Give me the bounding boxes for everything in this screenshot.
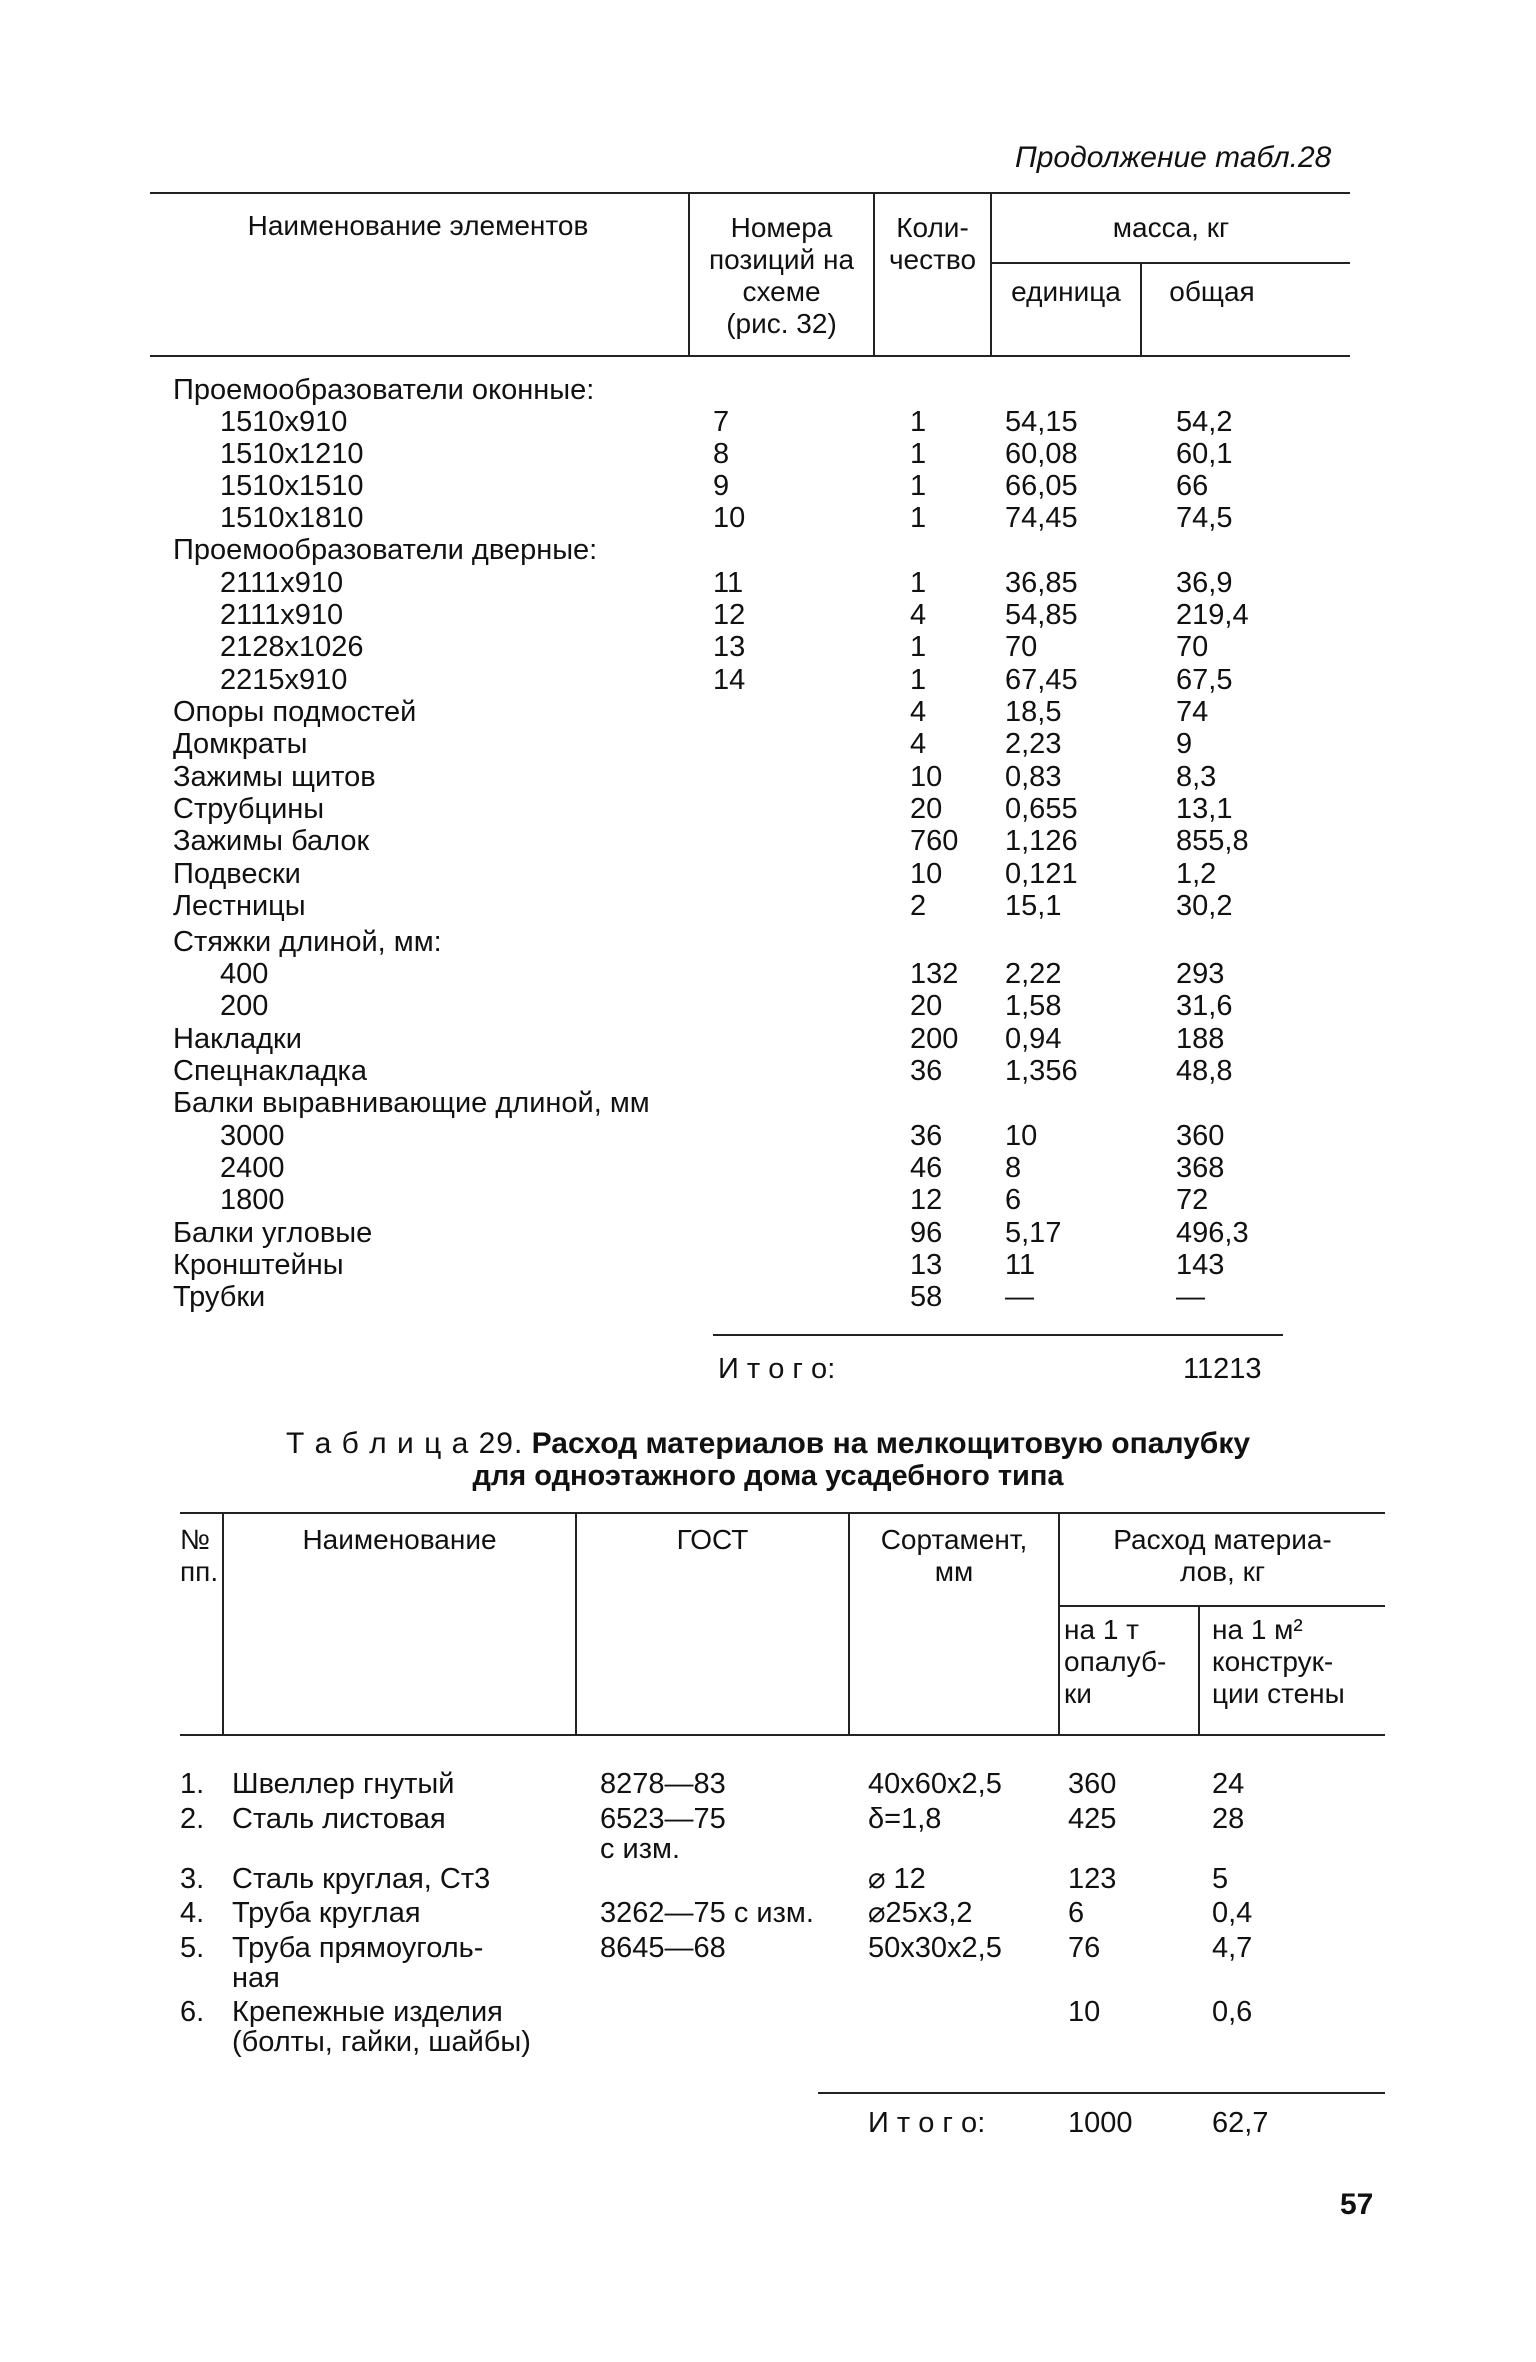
table29-row-sortament: ⌀ 12 bbox=[868, 1863, 926, 1895]
table28-row-quantity: 1 bbox=[910, 438, 927, 470]
table28-header-total: общая bbox=[1169, 276, 1255, 307]
table28-total-label: И т о г о: bbox=[718, 1353, 836, 1385]
table29-row-gost: 6523—75 bbox=[600, 1803, 726, 1835]
table28-row-total-mass: 9 bbox=[1176, 728, 1193, 760]
table28-row-unit-mass: 15,1 bbox=[1005, 890, 1062, 922]
table29-row-per-m2: 5 bbox=[1212, 1863, 1229, 1895]
table28-row-unit-mass: 67,45 bbox=[1005, 664, 1078, 696]
table28-row-name: 1510x910 bbox=[220, 406, 348, 438]
table29-row-num: 5. bbox=[180, 1932, 205, 1964]
table28-row-unit-mass: 60,08 bbox=[1005, 438, 1078, 470]
table28-total-value: 11213 bbox=[1183, 1353, 1262, 1385]
table28-row-name: Кронштейны bbox=[173, 1249, 344, 1281]
table28-row-total-mass: 66 bbox=[1176, 470, 1209, 502]
table28-row-name: 1510x1510 bbox=[220, 470, 364, 502]
table28-row-name: Домкраты bbox=[173, 728, 308, 760]
table28-row-total-mass: 36,9 bbox=[1176, 567, 1233, 599]
table28-top-rule bbox=[150, 192, 1350, 194]
table29-row-sortament: δ=1,8 bbox=[868, 1803, 942, 1835]
table28-row-quantity: 1 bbox=[910, 567, 927, 599]
table29-top-rule bbox=[180, 1512, 1385, 1514]
table28-row-unit-mass: 54,15 bbox=[1005, 406, 1078, 438]
table29-col-divider bbox=[1198, 1606, 1200, 1734]
table28-row-total-mass: 8,3 bbox=[1176, 761, 1217, 793]
table28-row-position: 11 bbox=[713, 567, 744, 599]
table28-row-unit-mass: 0,121 bbox=[1005, 858, 1078, 890]
table29-row-per-m2: 24 bbox=[1212, 1768, 1245, 1800]
table28-row-name: 2400 bbox=[220, 1152, 285, 1184]
table29-total-per-m2: 62,7 bbox=[1212, 2107, 1269, 2139]
table29-row-name: Сталь круглая, Ст3 bbox=[232, 1863, 491, 1895]
table28-row-unit-mass: 2,22 bbox=[1005, 958, 1062, 990]
table28-row-position: 13 bbox=[713, 631, 746, 663]
table28-row-name: Накладки bbox=[173, 1023, 302, 1055]
table28-row-quantity: 1 bbox=[910, 406, 927, 438]
table28-row-unit-mass: 54,85 bbox=[1005, 599, 1078, 631]
table28-row-quantity: 20 bbox=[910, 990, 943, 1022]
table28-total-rule bbox=[713, 1334, 1283, 1336]
table29-row-per-ton: 10 bbox=[1068, 1996, 1101, 2028]
continuation-caption: Продолжение табл.28 bbox=[1015, 141, 1332, 174]
table28-row-name: Зажимы щитов bbox=[173, 761, 376, 793]
table28-row-quantity: 96 bbox=[910, 1217, 943, 1249]
page-number: 57 bbox=[1340, 2188, 1374, 2221]
table29-row-num: 3. bbox=[180, 1863, 205, 1895]
table29-row-num: 6. bbox=[180, 1996, 205, 2028]
table29-header-num: № пп. bbox=[180, 1524, 219, 1587]
table28-row-name: Струбцины bbox=[173, 793, 325, 825]
table28-row-total-mass: 67,5 bbox=[1176, 664, 1233, 696]
table28-row-quantity: 12 bbox=[910, 1184, 943, 1216]
table29-header-per-m2: на 1 м² конструк- ции стены bbox=[1212, 1614, 1345, 1709]
table28-row-name: Балки выравнивающие длиной, мм bbox=[173, 1087, 650, 1119]
table28-row-unit-mass: 8 bbox=[1005, 1152, 1022, 1184]
table29-row-sortament: ⌀25x3,2 bbox=[868, 1897, 973, 1929]
table29-title bbox=[0, 1428, 1536, 1460]
table29-row-name: Сталь листовая bbox=[232, 1803, 446, 1835]
table28-mass-subrule bbox=[990, 262, 1350, 264]
table28-row-quantity: 10 bbox=[910, 761, 943, 793]
table28-row-name: Лестницы bbox=[173, 890, 306, 922]
table29-row-per-ton: 6 bbox=[1068, 1897, 1085, 1929]
table29-consumption-subrule bbox=[1058, 1605, 1385, 1607]
table28-row-unit-mass: 0,94 bbox=[1005, 1023, 1062, 1055]
table29-row-per-ton: 425 bbox=[1068, 1803, 1117, 1835]
table28-row-total-mass: — bbox=[1176, 1281, 1205, 1313]
table28-row-name: Зажимы балок bbox=[173, 825, 370, 857]
table28-row-total-mass: 30,2 bbox=[1176, 890, 1233, 922]
table29-row-name: Швеллер гнутый bbox=[232, 1768, 455, 1800]
table28-row-total-mass: 293 bbox=[1176, 958, 1225, 990]
table28-row-total-mass: 48,8 bbox=[1176, 1055, 1233, 1087]
table28-row-quantity: 1 bbox=[910, 502, 927, 534]
table28-row-total-mass: 368 bbox=[1176, 1152, 1225, 1184]
table28-header-bottom-rule bbox=[150, 355, 1350, 357]
table28-row-unit-mass: 0,655 bbox=[1005, 793, 1078, 825]
table28-row-unit-mass: 1,126 bbox=[1005, 825, 1078, 857]
table28-row-total-mass: 70 bbox=[1176, 631, 1209, 663]
table28-row-name: 1510x1210 bbox=[220, 438, 364, 470]
table28-row-name: 2128x1026 bbox=[220, 631, 364, 663]
table28-row-name: Балки угловые bbox=[173, 1217, 373, 1249]
table28-row-name: 200 bbox=[220, 990, 269, 1022]
table29-row-per-m2: 28 bbox=[1212, 1803, 1245, 1835]
table29-row-sortament: 50x30x2,5 bbox=[868, 1932, 1002, 1964]
table28-row-total-mass: 496,3 bbox=[1176, 1217, 1249, 1249]
table29-row-name: Труба круглая bbox=[232, 1897, 421, 1929]
table28-row-total-mass: 855,8 bbox=[1176, 825, 1249, 857]
table28-row-quantity: 4 bbox=[910, 728, 927, 760]
table28-row-unit-mass: 66,05 bbox=[1005, 470, 1078, 502]
table28-row-unit-mass: 18,5 bbox=[1005, 696, 1062, 728]
table28-row-unit-mass: 11 bbox=[1005, 1249, 1036, 1281]
table28-row-total-mass: 188 bbox=[1176, 1023, 1225, 1055]
table29-header-name: Наименование bbox=[302, 1524, 497, 1555]
table29-row-gost: 8645—68 bbox=[600, 1932, 726, 1964]
table28-row-total-mass: 31,6 bbox=[1176, 990, 1233, 1022]
table28-header-name: Наименование элементов bbox=[247, 210, 589, 241]
table28-row-quantity: 36 bbox=[910, 1120, 943, 1152]
table28-row-quantity: 1 bbox=[910, 470, 927, 502]
table28-row-name: 3000 bbox=[220, 1120, 285, 1152]
table28-row-position: 14 bbox=[713, 664, 746, 696]
table28-row-quantity: 13 bbox=[910, 1249, 943, 1281]
table29-row-per-m2: 4,7 bbox=[1212, 1932, 1253, 1964]
table28-row-quantity: 132 bbox=[910, 958, 959, 990]
table29-row-per-ton: 360 bbox=[1068, 1768, 1117, 1800]
table29-row-gost: 3262—75 с изм. bbox=[600, 1897, 814, 1929]
table29-row-sortament: 40x60x2,5 bbox=[868, 1768, 1002, 1800]
table28-row-name: Спецнакладка bbox=[173, 1055, 367, 1087]
table28-row-quantity: 36 bbox=[910, 1055, 943, 1087]
table29-row-per-m2: 0,6 bbox=[1212, 1996, 1253, 2028]
table28-row-position: 10 bbox=[713, 502, 746, 534]
table29-row-name: Крепежные изделия bbox=[232, 1996, 503, 2028]
table28-header-positions: Номера позиций на схеме (рис. 32) bbox=[708, 212, 855, 339]
table28-row-name: 1800 bbox=[220, 1184, 285, 1216]
table28-row-quantity: 10 bbox=[910, 858, 943, 890]
table28-row-name: 400 bbox=[220, 958, 269, 990]
table28-row-quantity: 4 bbox=[910, 599, 927, 631]
table28-row-quantity: 760 bbox=[910, 825, 959, 857]
table28-row-quantity: 200 bbox=[910, 1023, 959, 1055]
table28-row-total-mass: 72 bbox=[1176, 1184, 1209, 1216]
table28-header-mass: масса, кг bbox=[1112, 212, 1230, 243]
table28-row-unit-mass: 1,58 bbox=[1005, 990, 1062, 1022]
table28-row-name: Проемообразователи дверные: bbox=[173, 534, 598, 566]
table29-row-name: (болты, гайки, шайбы) bbox=[232, 2026, 531, 2058]
table28-row-quantity: 1 bbox=[910, 664, 927, 696]
table29-title-prefix: Т а б л и ц а 29. bbox=[285, 1427, 524, 1460]
table28-row-unit-mass: 2,23 bbox=[1005, 728, 1062, 760]
table29-row-per-ton: 123 bbox=[1068, 1863, 1117, 1895]
table28-row-name: 1510x1810 bbox=[220, 502, 364, 534]
table28-row-total-mass: 219,4 bbox=[1176, 599, 1249, 631]
table28-row-quantity: 1 bbox=[910, 631, 927, 663]
table28-row-total-mass: 74 bbox=[1176, 696, 1209, 728]
table28-row-position: 8 bbox=[713, 438, 730, 470]
table28-row-name: Проемообразователи оконные: bbox=[173, 374, 595, 406]
table29-row-num: 4. bbox=[180, 1897, 205, 1929]
table29-title-line2: для одноэтажного дома усадебного типа bbox=[472, 1460, 1064, 1492]
table28-row-position: 12 bbox=[713, 599, 746, 631]
table29-header-bottom-rule bbox=[180, 1734, 1385, 1736]
table28-header-quantity: Коли- чество bbox=[888, 212, 977, 275]
table28-row-name: 2215x910 bbox=[220, 664, 348, 696]
table28-row-unit-mass: 36,85 bbox=[1005, 567, 1078, 599]
table29-header-consumption: Расход материа- лов, кг bbox=[1113, 1524, 1332, 1587]
table28-row-quantity: 58 bbox=[910, 1281, 943, 1313]
table28-row-total-mass: 74,5 bbox=[1176, 502, 1233, 534]
table28-row-position: 9 bbox=[713, 470, 730, 502]
table28-row-quantity: 20 bbox=[910, 793, 943, 825]
table28-row-total-mass: 13,1 bbox=[1176, 793, 1233, 825]
table28-row-unit-mass: 10 bbox=[1005, 1120, 1038, 1152]
table29-row-name: ная bbox=[232, 1962, 280, 1994]
table28-row-name: Подвески bbox=[173, 858, 301, 890]
table29-header-per-ton: на 1 т опалуб- ки bbox=[1064, 1614, 1167, 1709]
table28-row-position: 7 bbox=[713, 406, 730, 438]
table29-row-per-m2: 0,4 bbox=[1212, 1897, 1253, 1929]
table28-row-unit-mass: — bbox=[1005, 1281, 1034, 1313]
table29-total-per-ton: 1000 bbox=[1068, 2107, 1133, 2139]
table29-row-num: 1. bbox=[180, 1768, 205, 1800]
table29-title-line1: Расход материалов на мелкощитовую опалубку bbox=[531, 1427, 1251, 1460]
table28-row-unit-mass: 70 bbox=[1005, 631, 1038, 663]
table28-row-total-mass: 1,2 bbox=[1176, 858, 1217, 890]
table29-total-label: И т о г о: bbox=[868, 2107, 986, 2139]
table29-header-sortament: Сортамент, мм bbox=[880, 1524, 1028, 1587]
table29-row-name: Труба прямоуголь- bbox=[232, 1932, 484, 1964]
table28-row-total-mass: 54,2 bbox=[1176, 406, 1233, 438]
table28-row-unit-mass: 5,17 bbox=[1005, 1217, 1062, 1249]
table28-row-total-mass: 60,1 bbox=[1176, 438, 1233, 470]
table28-row-quantity: 46 bbox=[910, 1152, 943, 1184]
table28-row-total-mass: 360 bbox=[1176, 1120, 1225, 1152]
table29-total-rule bbox=[818, 2092, 1385, 2094]
table29-row-gost: с изм. bbox=[600, 1833, 681, 1865]
table28-row-name: Трубки bbox=[173, 1281, 266, 1313]
table28-row-name: Опоры подмостей bbox=[173, 696, 417, 728]
table28-row-name: 2111x910 bbox=[220, 599, 344, 631]
table28-row-unit-mass: 74,45 bbox=[1005, 502, 1078, 534]
table28-row-total-mass: 143 bbox=[1176, 1249, 1225, 1281]
table28-row-quantity: 2 bbox=[910, 890, 927, 922]
table29-row-gost: 8278—83 bbox=[600, 1768, 726, 1800]
table28-row-unit-mass: 1,356 bbox=[1005, 1055, 1078, 1087]
table29-row-per-ton: 76 bbox=[1068, 1932, 1101, 1964]
table28-row-unit-mass: 0,83 bbox=[1005, 761, 1062, 793]
table28-row-quantity: 4 bbox=[910, 696, 927, 728]
table28-header-unit: единица bbox=[1011, 276, 1121, 307]
table28-row-name: 2111x910 bbox=[220, 567, 344, 599]
table29-row-num: 2. bbox=[180, 1803, 205, 1835]
table29-header-gost: ГОСТ bbox=[676, 1524, 749, 1555]
table28-row-name: Стяжки длиной, мм: bbox=[173, 926, 442, 958]
table28-row-unit-mass: 6 bbox=[1005, 1184, 1022, 1216]
